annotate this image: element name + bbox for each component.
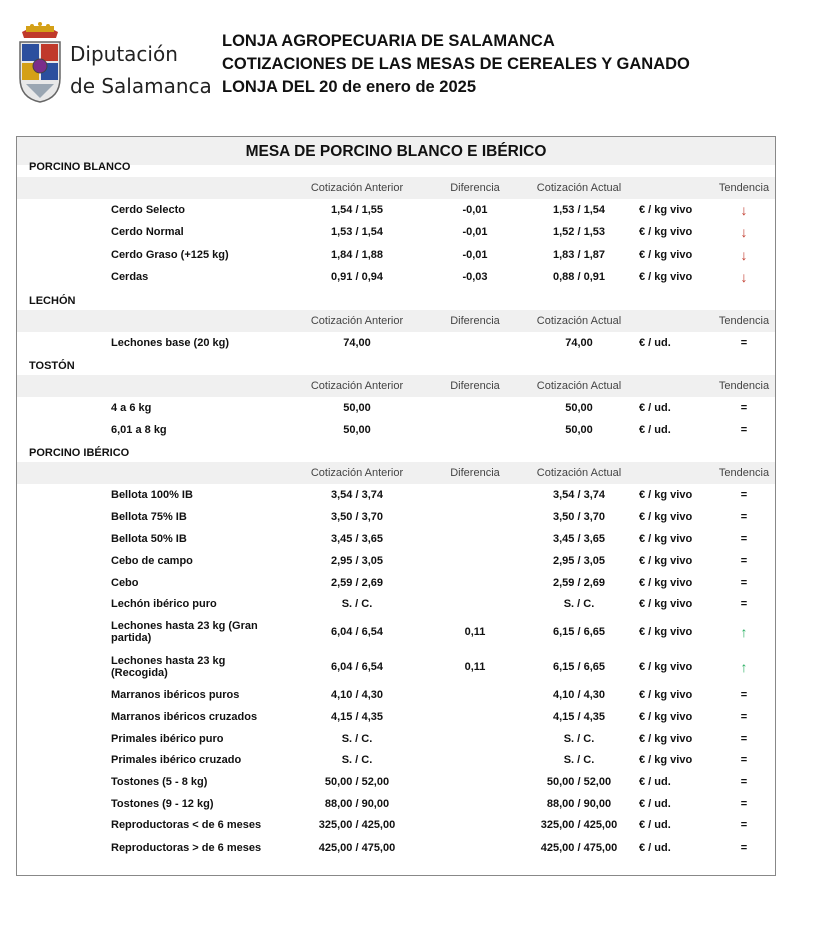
- price-difference: -0,01: [462, 249, 488, 261]
- row-label: 6,01 a 8 kg: [111, 424, 167, 436]
- price-unit: € / kg vivo: [639, 489, 693, 501]
- price-unit: € / kg vivo: [639, 226, 693, 238]
- row-label: Lechones base (20 kg): [111, 337, 229, 349]
- row-label: Cerdo Graso (+125 kg): [111, 249, 229, 261]
- previous-price: 88,00 / 90,00: [324, 798, 390, 810]
- previous-price: 6,04 / 6,54: [331, 626, 383, 638]
- table-row: [17, 750, 775, 770]
- row-label: Cerdas: [111, 271, 149, 283]
- trend-equal-icon: =: [740, 555, 748, 567]
- previous-price: 1,84 / 1,88: [331, 249, 383, 261]
- previous-price: 4,10 / 4,30: [331, 689, 383, 701]
- column-header-row: [17, 310, 775, 332]
- section-heading: PORCINO IBÉRICO: [29, 447, 130, 459]
- trend-equal-icon: =: [740, 577, 748, 589]
- trend-down-arrow-icon: ↓: [740, 269, 748, 285]
- column-header-diferencia: Diferencia: [450, 315, 500, 327]
- column-header-anterior: Cotización Anterior: [310, 467, 404, 479]
- org-line-2: de Salamanca: [70, 74, 212, 98]
- table-row: [17, 245, 775, 265]
- previous-price: 425,00 / 475,00: [318, 842, 396, 854]
- column-header-diferencia: Diferencia: [450, 467, 500, 479]
- current-price: S. / C.: [563, 733, 595, 745]
- trend-equal-icon: =: [740, 754, 748, 766]
- trend-equal-icon: =: [740, 776, 748, 788]
- current-price: 1,53 / 1,54: [553, 204, 605, 216]
- current-price: 88,00 / 90,00: [546, 798, 612, 810]
- trend-down-arrow-icon: ↓: [740, 202, 748, 218]
- current-price: 2,95 / 3,05: [553, 555, 605, 567]
- trend-equal-icon: =: [740, 842, 748, 854]
- row-label: Cerdo Selecto: [111, 204, 185, 216]
- row-label: Cebo: [111, 577, 139, 589]
- table-row: [17, 551, 775, 571]
- table-row: [17, 815, 775, 835]
- page-header: [0, 0, 834, 120]
- previous-price: 1,54 / 1,55: [331, 204, 383, 216]
- row-label: Lechones hasta 23 kg (Recogida): [111, 655, 226, 679]
- current-price: 3,50 / 3,70: [553, 511, 605, 523]
- price-unit: € / ud.: [639, 819, 671, 831]
- row-label: Reproductoras > de 6 meses: [111, 842, 262, 854]
- price-unit: € / kg vivo: [639, 754, 693, 766]
- section-heading: TOSTÓN: [29, 360, 75, 372]
- current-price: 325,00 / 425,00: [540, 819, 618, 831]
- current-price: 6,15 / 6,65: [553, 661, 605, 673]
- trend-equal-icon: =: [740, 798, 748, 810]
- current-price: 50,00: [565, 402, 593, 414]
- price-table: [16, 136, 776, 876]
- price-unit: € / kg vivo: [639, 733, 693, 745]
- previous-price: 74,00: [343, 337, 371, 349]
- table-row: [17, 838, 775, 858]
- previous-price: 4,15 / 4,35: [331, 711, 383, 723]
- column-header-actual: Cotización Actual: [536, 380, 622, 392]
- table-row: [17, 529, 775, 549]
- row-label: Reproductoras < de 6 meses: [111, 819, 262, 831]
- table-row: [17, 420, 775, 440]
- row-label: Cebo de campo: [111, 555, 193, 567]
- current-price: 2,59 / 2,69: [553, 577, 605, 589]
- title-line-3: LONJA DEL 20 de enero de 2025: [222, 78, 477, 96]
- price-unit: € / kg vivo: [639, 661, 693, 673]
- table-row: [17, 653, 775, 681]
- previous-price: 2,59 / 2,69: [331, 577, 383, 589]
- column-header-actual: Cotización Actual: [536, 467, 622, 479]
- price-difference: -0,01: [462, 204, 488, 216]
- previous-price: 325,00 / 425,00: [318, 819, 396, 831]
- previous-price: 0,91 / 0,94: [331, 271, 383, 283]
- previous-price: 50,00 / 52,00: [324, 776, 390, 788]
- trend-equal-icon: =: [740, 689, 748, 701]
- column-header-diferencia: Diferencia: [450, 182, 500, 194]
- previous-price: 6,04 / 6,54: [331, 661, 383, 673]
- price-difference: -0,01: [462, 226, 488, 238]
- price-unit: € / kg vivo: [639, 555, 693, 567]
- price-unit: € / kg vivo: [639, 598, 693, 610]
- price-unit: € / kg vivo: [639, 249, 693, 261]
- price-unit: € / kg vivo: [639, 626, 693, 638]
- price-difference: 0,11: [464, 661, 486, 673]
- row-label: Bellota 100% IB: [111, 489, 193, 501]
- trend-equal-icon: =: [740, 598, 748, 610]
- column-header-anterior: Cotización Anterior: [310, 182, 404, 194]
- previous-price: 50,00: [343, 424, 371, 436]
- previous-price: 50,00: [343, 402, 371, 414]
- row-label: Primales ibérico puro: [111, 733, 224, 745]
- trend-equal-icon: =: [740, 711, 748, 723]
- column-header-diferencia: Diferencia: [450, 380, 500, 392]
- current-price: 74,00: [565, 337, 593, 349]
- row-label: Tostones (5 - 8 kg): [111, 776, 208, 788]
- current-price: 3,54 / 3,74: [553, 489, 605, 501]
- current-price: 50,00: [565, 424, 593, 436]
- price-unit: € / kg vivo: [639, 271, 693, 283]
- column-header-row: [17, 375, 775, 397]
- table-row: [17, 485, 775, 505]
- previous-price: 3,54 / 3,74: [331, 489, 383, 501]
- trend-equal-icon: =: [740, 489, 748, 501]
- trend-down-arrow-icon: ↓: [740, 224, 748, 240]
- column-header-tendencia: Tendencia: [718, 182, 770, 194]
- table-row: [17, 794, 775, 814]
- table-row: [17, 729, 775, 749]
- current-price: 0,88 / 0,91: [553, 271, 605, 283]
- trend-equal-icon: =: [740, 402, 748, 414]
- current-price: 1,83 / 1,87: [553, 249, 605, 261]
- previous-price: S. / C.: [341, 754, 373, 766]
- current-price: 4,10 / 4,30: [553, 689, 605, 701]
- trend-equal-icon: =: [740, 733, 748, 745]
- column-header-tendencia: Tendencia: [718, 467, 770, 479]
- price-unit: € / kg vivo: [639, 204, 693, 216]
- price-unit: € / ud.: [639, 402, 671, 414]
- previous-price: 2,95 / 3,05: [331, 555, 383, 567]
- trend-equal-icon: =: [740, 533, 748, 545]
- table-row: [17, 222, 775, 242]
- row-label: 4 a 6 kg: [111, 402, 152, 414]
- title-line-1: LONJA AGROPECUARIA DE SALAMANCA: [222, 32, 555, 50]
- column-header-actual: Cotización Actual: [536, 315, 622, 327]
- price-difference: 0,11: [464, 626, 486, 638]
- table-row: [17, 594, 775, 614]
- table-row: [17, 618, 775, 646]
- price-unit: € / ud.: [639, 776, 671, 788]
- section-heading: LECHÓN: [29, 295, 76, 307]
- price-unit: € / kg vivo: [639, 689, 693, 701]
- previous-price: 1,53 / 1,54: [331, 226, 383, 238]
- price-unit: € / ud.: [639, 337, 671, 349]
- row-label: Bellota 75% IB: [111, 511, 187, 523]
- price-unit: € / kg vivo: [639, 577, 693, 589]
- current-price: S. / C.: [563, 598, 595, 610]
- price-unit: € / ud.: [639, 424, 671, 436]
- title-line-2: COTIZACIONES DE LAS MESAS DE CEREALES Y GANADO: [222, 55, 690, 73]
- previous-price: S. / C.: [341, 733, 373, 745]
- row-label: Cerdo Normal: [111, 226, 184, 238]
- price-unit: € / kg vivo: [639, 511, 693, 523]
- row-label: Primales ibérico cruzado: [111, 754, 242, 766]
- row-label: Marranos ibéricos cruzados: [111, 711, 258, 723]
- table-row: [17, 267, 775, 287]
- table-row: [17, 507, 775, 527]
- column-header-tendencia: Tendencia: [718, 380, 770, 392]
- trend-down-arrow-icon: ↓: [740, 247, 748, 263]
- table-row: [17, 573, 775, 593]
- column-header-tendencia: Tendencia: [718, 315, 770, 327]
- column-header-row: [17, 462, 775, 484]
- current-price: 6,15 / 6,65: [553, 626, 605, 638]
- price-unit: € / ud.: [639, 798, 671, 810]
- organization-name: [70, 38, 212, 102]
- trend-equal-icon: =: [740, 819, 748, 831]
- previous-price: 3,50 / 3,70: [331, 511, 383, 523]
- trend-equal-icon: =: [740, 424, 748, 436]
- row-label: Lechones hasta 23 kg (Gran partida): [111, 620, 258, 644]
- current-price: 50,00 / 52,00: [546, 776, 612, 788]
- current-price: S. / C.: [563, 754, 595, 766]
- table-row: [17, 398, 775, 418]
- row-label: Bellota 50% IB: [111, 533, 187, 545]
- document-titles: [222, 30, 690, 99]
- price-unit: € / ud.: [639, 842, 671, 854]
- current-price: 425,00 / 475,00: [540, 842, 618, 854]
- price-unit: € / kg vivo: [639, 711, 693, 723]
- price-unit: € / kg vivo: [639, 533, 693, 545]
- table-row: [17, 707, 775, 727]
- trend-up-arrow-icon: ↑: [740, 659, 748, 675]
- previous-price: 3,45 / 3,65: [331, 533, 383, 545]
- trend-up-arrow-icon: ↑: [740, 624, 748, 640]
- trend-equal-icon: =: [740, 337, 748, 349]
- row-label: Tostones (9 - 12 kg): [111, 798, 214, 810]
- org-line-1: Diputación: [70, 42, 178, 66]
- trend-equal-icon: =: [740, 511, 748, 523]
- column-header-anterior: Cotización Anterior: [310, 315, 404, 327]
- section-heading: PORCINO BLANCO: [29, 161, 131, 173]
- table-row: [17, 772, 775, 792]
- column-header-actual: Cotización Actual: [536, 182, 622, 194]
- price-difference: -0,03: [462, 271, 488, 283]
- coat-of-arms-logo: [16, 20, 64, 104]
- table-row: [17, 200, 775, 220]
- current-price: 3,45 / 3,65: [553, 533, 605, 545]
- column-header-row: [17, 177, 775, 199]
- previous-price: S. / C.: [341, 598, 373, 610]
- table-row: [17, 333, 775, 353]
- row-label: Lechón ibérico puro: [111, 598, 217, 610]
- row-label: Marranos ibéricos puros: [111, 689, 240, 701]
- column-header-anterior: Cotización Anterior: [310, 380, 404, 392]
- table-title: MESA DE PORCINO BLANCO E IBÉRICO: [17, 137, 775, 165]
- table-row: [17, 685, 775, 705]
- current-price: 1,52 / 1,53: [553, 226, 605, 238]
- current-price: 4,15 / 4,35: [553, 711, 605, 723]
